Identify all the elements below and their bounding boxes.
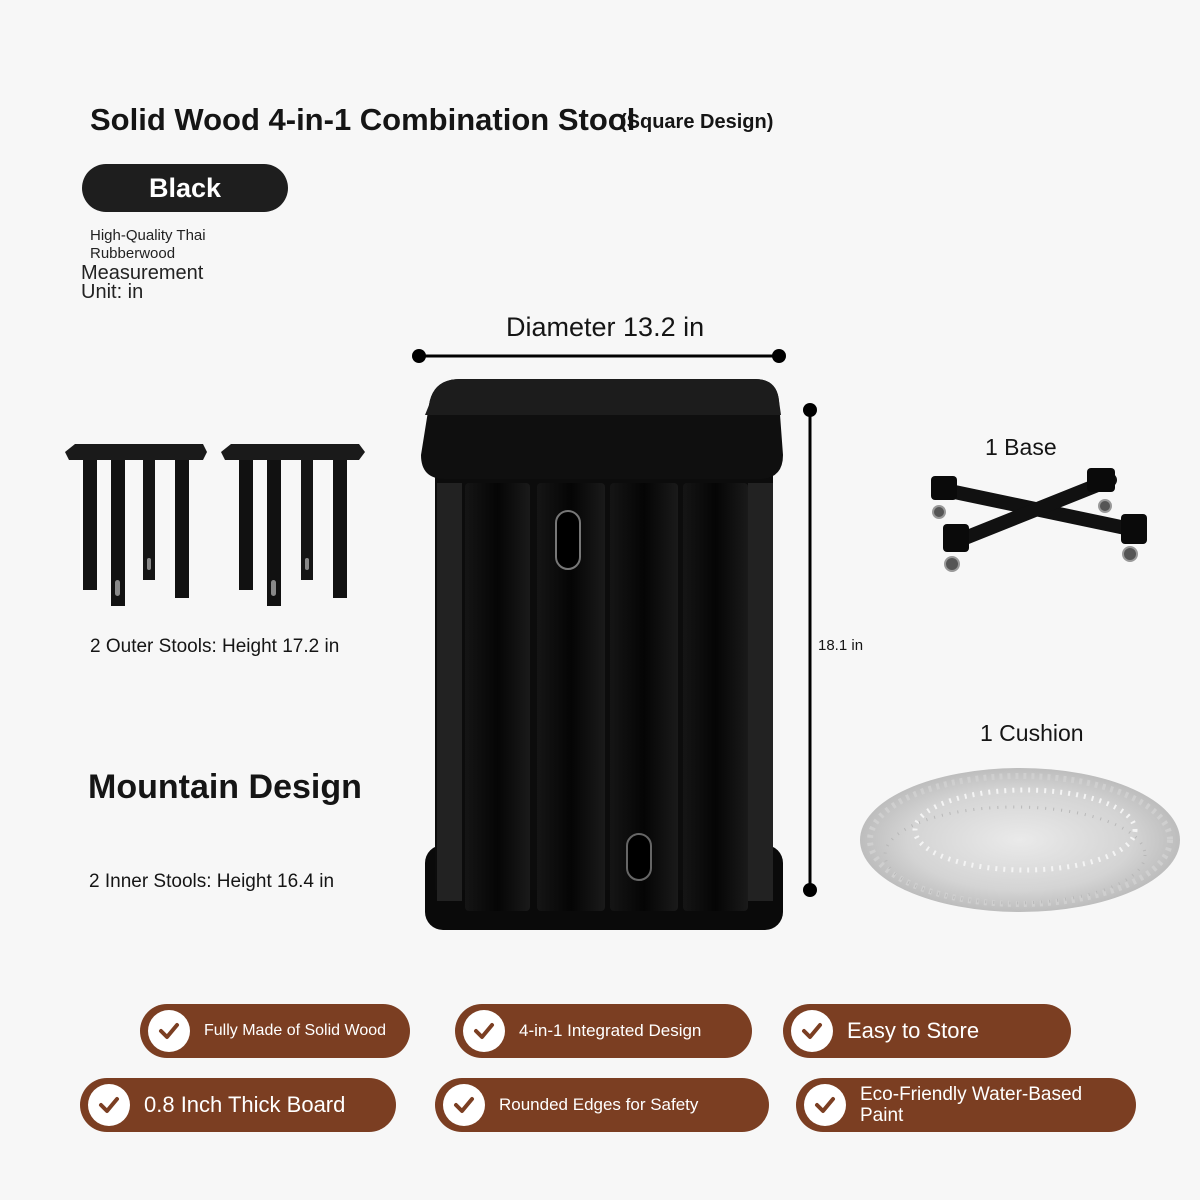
feature-label: Rounded Edges for Safety [499, 1095, 699, 1114]
diameter-start-dot [412, 349, 426, 363]
color-badge: Black [82, 164, 288, 212]
feature-pill [455, 1004, 752, 1058]
feature-pill [783, 1004, 1071, 1058]
feature-label: Fully Made of Solid Wood [204, 1022, 387, 1039]
inner-stools-label: 2 Inner Stools: Height 16.4 in [89, 871, 335, 892]
feature-pill [796, 1078, 1136, 1132]
base-label: 1 Base [985, 434, 1057, 460]
check-icon [804, 1084, 846, 1126]
height-bottom-dot [803, 883, 817, 897]
unit-note: Measurement Unit: in [81, 262, 204, 303]
product-subtitle: (Square Design) [620, 111, 774, 133]
feature-label: Eco-Friendly Water-Based Paint [860, 1084, 1083, 1126]
outer-stools-label: 2 Outer Stools: Height 17.2 in [90, 636, 340, 657]
product-title: Solid Wood 4-in-1 Combination Stool [90, 102, 636, 137]
cushion-image [855, 760, 1185, 920]
material-label: High-Quality Thai Rubberwood [90, 227, 206, 262]
feature-label: Easy to Store [847, 1018, 980, 1043]
design-name: Mountain Design [88, 768, 362, 806]
check-icon [88, 1084, 130, 1126]
feature-label: 4-in-1 Integrated Design [519, 1021, 702, 1040]
outer-stool-right [221, 444, 365, 606]
base-image [925, 468, 1160, 578]
feature-pill [80, 1078, 396, 1132]
outer-stools-image [55, 440, 375, 615]
feature-pill [435, 1078, 769, 1132]
check-icon [148, 1010, 190, 1052]
outer-stool-left [65, 444, 207, 606]
check-icon [791, 1010, 833, 1052]
height-top-dot [803, 403, 817, 417]
feature-label: 0.8 Inch Thick Board [144, 1092, 346, 1117]
check-icon [463, 1010, 505, 1052]
feature-pill [140, 1004, 410, 1058]
check-icon [443, 1084, 485, 1126]
diameter-label: Diameter 13.2 in [506, 312, 705, 342]
combined-stool-image [415, 375, 790, 935]
cushion-label: 1 Cushion [980, 720, 1084, 746]
diameter-end-dot [772, 349, 786, 363]
height-label: 18.1 in [818, 637, 864, 654]
